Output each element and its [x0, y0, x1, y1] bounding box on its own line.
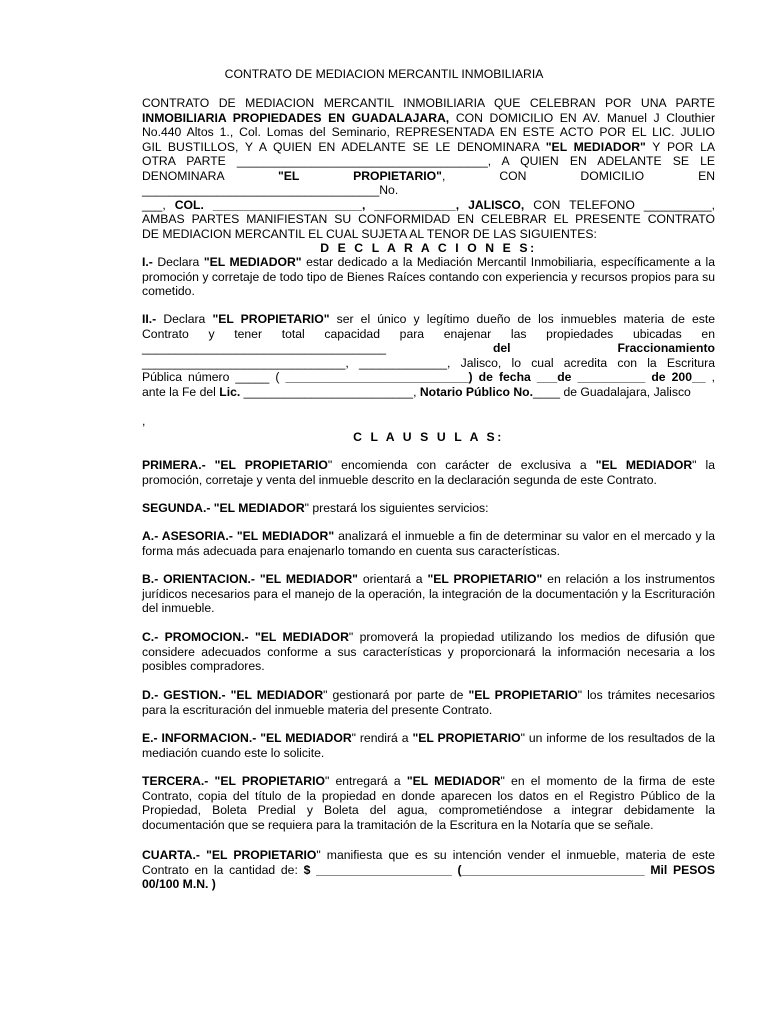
text: ____________________________________ [142, 341, 387, 355]
intro-line [142, 212, 715, 227]
text: _________________________, [240, 384, 420, 399]
party-name: "EL PROPIETARIO" [277, 168, 442, 183]
servicio-label: D.- GESTION.- "EL MEDIADOR [142, 688, 324, 702]
text: DE MEDIACION MERCANTIL EL CUAL SUJETA AL TENOR DE LAS SIGUIENTES: [142, 226, 597, 241]
text: " gestionará por parte de [323, 688, 469, 702]
party-name: "EL MEDIADOR" [545, 139, 646, 154]
text: Pública número _____ ( [142, 370, 286, 384]
text: " un informe de los resultados de la mediación cuando este lo solicite. [142, 731, 715, 760]
price-fields: $ ____________________ (___________________________ Mil PESOS 00/100 M.N. ) [142, 862, 715, 891]
text: " prestará los siguientes servicios: [304, 501, 489, 515]
party-name: "EL MEDIADOR [406, 774, 501, 788]
clausula-label: PRIMERA.- "EL PROPIETARIO [142, 458, 328, 472]
text: CON DOMICILIO EN AV. Manuel J Clouthier [449, 110, 716, 125]
servicio-informacion [142, 731, 715, 760]
text: CONTRATO DE MEDIACION MERCANTIL INMOBILIARIA QUE CELEBRAN POR UNA PARTE [142, 96, 715, 110]
decl2-line [142, 327, 715, 342]
clausulas-heading: C L A U S U L A S: [353, 430, 504, 444]
decl2-line [142, 341, 715, 356]
decl2-line [142, 385, 715, 400]
declaraciones-heading: D E C L A R A C I O N E S: [320, 241, 537, 255]
clausula-primera [142, 458, 715, 487]
text: " encomienda con carácter de exclusiva a [327, 458, 596, 472]
intro-line [142, 111, 715, 126]
party-name: "EL PROPIETARIO" [212, 312, 330, 326]
servicio-orientacion [142, 572, 715, 616]
servicio-label: A.- ASESORIA.- "EL MEDIADOR" [142, 529, 335, 543]
text: Declara [156, 312, 213, 326]
text: ______________________________, _____________, Jalisco, lo cual acredita con la Escritura [142, 355, 715, 370]
text: , [705, 370, 715, 384]
intro-paragraph [142, 96, 715, 256]
text: ___, [142, 197, 175, 212]
text: " en el momento de la firma de este Contrato, copia del título de la propiedad en donde aparecen los datos en el Registro Público de la Propiedad, Boleta Predial y Boleta del agua, comprometiéndose a integrar debidamente la documentación que se requiera para la tramitación de la Escritura en la Notaría que se señale. [142, 774, 715, 832]
text: CON TELEFONO __________, [524, 197, 715, 212]
clausula-segunda [142, 501, 715, 516]
text: " los trámites necesarios para la escrituración del inmueble materia del presente Contrato. [142, 688, 715, 717]
decl2-line [142, 312, 715, 327]
text: Fraccionamiento [617, 341, 715, 355]
text: Contrato y tener total capacidad para enajenar las propiedades ubicadas en [142, 326, 715, 341]
text: " la promoción, corretaje y venta del inmueble descrito en la declaración segunda de este Contrato. [142, 458, 715, 487]
clausula-label: SEGUNDA.- "EL MEDIADOR [142, 501, 305, 515]
text: ____ de Guadalajara, Jalisco [532, 384, 691, 399]
text: " promoverá la propiedad utilizando los medios de difusión que considere adecuados conforme a sus características y proporcionará la información necesaria a los posibles compradores. [142, 630, 715, 673]
servicio-label: E.- INFORMACION.- "EL MEDIADOR [142, 731, 352, 745]
party-name: "EL MEDIADOR" [203, 255, 302, 269]
text: analizará el inmueble a fin de determinar su valor en el mercado y la forma más adecuada para enajenarlo tomando en cuenta sus características. [142, 529, 716, 558]
intro-line [142, 140, 715, 155]
declaracion-2 [142, 312, 715, 399]
text: " entregará a [324, 774, 407, 788]
servicio-promocion [142, 630, 715, 674]
declaracion-label: II.- [142, 312, 157, 326]
decl2-line [142, 370, 715, 385]
clausula-cuarta [142, 848, 715, 892]
text: " rendirá a [351, 731, 413, 745]
party-name: "EL PROPIETARIO [468, 688, 578, 702]
stray-comma: , [142, 414, 146, 428]
text: DENOMINARA [142, 168, 278, 183]
address-fields: COL. ______________________, ____________, JALISCO, [174, 197, 525, 212]
document-title: CONTRATO DE MEDIACION MERCANTIL INMOBILIARIA [224, 67, 544, 81]
intro-line [142, 227, 715, 242]
clausula-label: CUARTA.- "EL PROPIETARIO [142, 848, 317, 862]
decl2-line [142, 356, 715, 371]
intro-line [142, 154, 715, 169]
company-name: INMOBILIARIA PROPIEDADES EN GUADALAJARA, [142, 110, 450, 125]
text: , CON DOMICILIO EN ___________________________________No. [142, 168, 716, 197]
party-name: "EL PROPIETARIO [412, 731, 521, 745]
servicio-label: C.- PROMOCION.- "EL MEDIADOR [142, 630, 349, 644]
deed-fields: ___________________________) de fecha ___de __________ de 200__ [285, 370, 706, 384]
intro-line [142, 96, 715, 111]
text: orientará a [357, 572, 428, 586]
intro-line [142, 198, 715, 213]
declaracion-label: I.- [142, 255, 153, 269]
text: en relación a los instrumentos jurídicos necesarios para el manejo de la operación, la integración de la documentación y la Escrituración del inmueble. [142, 572, 715, 615]
servicio-asesoria [142, 529, 715, 558]
intro-line [142, 125, 715, 140]
text: " manifiesta que es su intención vender el inmueble, materia de este Contrato en la cantidad de: [142, 848, 715, 877]
text: No.440 Altos 1., Col. Lomas del Seminario, REPRESENTADA EN ESTE ACTO POR EL LIC. JULIO [142, 125, 715, 139]
text: Declara [152, 255, 204, 269]
declaracion-1 [142, 255, 715, 299]
text: estar dedicado a la Mediación Mercantil Inmobiliaria, específicamente a la promoción y corretaje de todo tipo de Bienes Raíces contando con experiencia y recursos propios para su cometido. [142, 255, 715, 298]
party-name: "EL MEDIADOR [595, 458, 693, 472]
clausula-label: TERCERA.- "EL PROPIETARIO [142, 774, 325, 788]
text: AMBAS PARTES MANIFIESTAN SU CONFORMIDAD EN CELEBRAR EL PRESENTE CONTRATO [142, 212, 715, 226]
text: Lic. [219, 384, 241, 399]
intro-line [142, 169, 715, 198]
party-name: "EL PROPIETARIO" [427, 572, 543, 586]
text: Notario Público No. [419, 384, 533, 399]
servicio-gestion [142, 688, 715, 717]
text: del [492, 341, 511, 355]
text: ser el único y legítimo dueño de los inmuebles materia de este [329, 312, 715, 326]
clausula-tercera [142, 774, 715, 832]
text: OTRA PARTE _____________________________________, A QUIEN EN ADELANTE SE LE [142, 154, 715, 168]
text: ante la Fe del [142, 384, 220, 399]
text: GIL BUSTILLOS, Y A QUIEN EN ADELANTE SE LE DENOMINARA [142, 139, 546, 154]
servicio-label: B.- ORIENTACION.- "EL MEDIADOR" [142, 572, 358, 586]
text: Y POR LA [645, 139, 715, 154]
